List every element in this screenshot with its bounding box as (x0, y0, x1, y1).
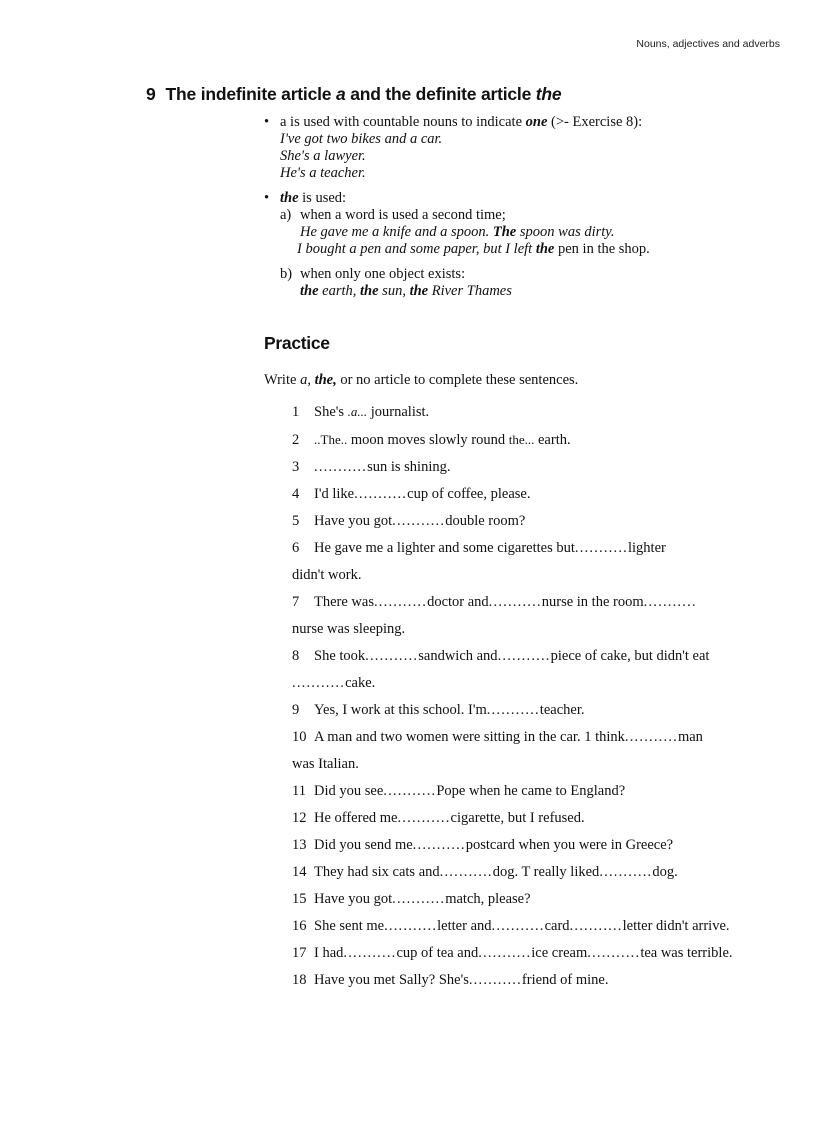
exercise-item (292, 535, 782, 562)
exercise-list (292, 398, 782, 994)
rule-definite (264, 190, 764, 300)
instruction-part: Write (264, 372, 301, 388)
example-keyword: the (360, 283, 379, 299)
running-header: Nouns, adjectives and adverbs (636, 38, 780, 50)
answer-blank[interactable]: ........... (574, 540, 628, 556)
exercise-number: 14 (292, 864, 307, 880)
answer-blank[interactable]: ........... (392, 891, 446, 907)
sentence-text: nurse in the room (541, 594, 644, 610)
exercise-item (292, 913, 782, 940)
rule-keyword: the (280, 190, 299, 206)
section-title (146, 84, 561, 105)
sentence-text: She sent me (314, 918, 385, 934)
sentence-text: Have you met Sally? She's (314, 972, 469, 988)
sentence-text: Yes, I work at this school. I'm (314, 702, 487, 718)
exercise-number: 7 (292, 594, 300, 610)
sentence-text: cigarette, but I refused. (450, 810, 585, 826)
sentence-text: There was (314, 594, 374, 610)
exercise-number: 11 (292, 783, 306, 799)
exercise-number: 2 (292, 432, 300, 448)
sentence-text: A man and two women were sitting in the car. 1 think (314, 729, 625, 745)
section-number: 9 (146, 84, 156, 104)
sentence-text: sun is shining. (367, 459, 451, 475)
sub-text: when only one object exists: (300, 266, 466, 282)
sentence-text: piece of cake, but didn't eat (550, 648, 710, 664)
sentence-text: dog. (652, 864, 678, 880)
exercise-number: 9 (292, 702, 300, 718)
exercise-number: 10 (292, 729, 307, 745)
exercise-item (292, 778, 782, 805)
exercise-item (292, 967, 782, 994)
example-part: pen in the shop. (554, 241, 650, 257)
example-keyword: The (492, 224, 517, 240)
exercise-item (292, 940, 782, 967)
exercise-continuation (292, 751, 782, 778)
sentence-text: journalist. (367, 404, 430, 420)
practice-instruction (264, 372, 578, 389)
answer-blank[interactable]: ........... (491, 918, 545, 934)
answer-blank[interactable]: ........... (497, 648, 551, 664)
example-line: She's a lawyer. (280, 148, 366, 164)
answer-blank[interactable]: ........... (314, 459, 368, 475)
exercise-item (292, 805, 782, 832)
answer-blank[interactable]: ........... (383, 783, 437, 799)
exercise-number: 16 (292, 918, 307, 934)
sentence-text: letter didn't arrive. (622, 918, 730, 934)
sentence-text: card (544, 918, 570, 934)
sentence-text: man (677, 729, 703, 745)
exercise-item (292, 481, 782, 508)
rule-keyword: one (525, 114, 548, 130)
bullet-dot: • (264, 114, 270, 130)
sentence-text: Have you got (314, 513, 393, 529)
sentence-text: postcard when you were in Greece? (465, 837, 674, 853)
answer-blank[interactable]: ........... (478, 945, 532, 961)
example-keyword: the (535, 241, 555, 257)
sentence-text: doctor and (427, 594, 489, 610)
exercise-item (292, 398, 782, 426)
answer-blank[interactable]: ........... (624, 729, 678, 745)
exercise-continuation (292, 562, 782, 589)
rule-intro: is used: (298, 190, 347, 206)
instruction-part: or no article to complete these sentences. (336, 372, 579, 388)
sentence-text: Did you see (314, 783, 384, 799)
sentence-text: I'd like (314, 486, 355, 502)
sentence-text: cup of coffee, please. (407, 486, 531, 502)
sentence-text: didn't work. (292, 567, 362, 583)
practice-heading: Practice (264, 333, 330, 353)
answer-blank[interactable]: ........... (354, 486, 408, 502)
answer-blank[interactable]: ........... (397, 810, 451, 826)
rule-intro: a is used with countable nouns to indicate (280, 114, 526, 130)
rule-text (280, 190, 764, 207)
sentence-text: ice cream (531, 945, 588, 961)
exercise-item (292, 697, 782, 724)
exercise-number: 6 (292, 540, 300, 556)
exercise-item (292, 832, 782, 859)
answer-blank[interactable]: ........... (412, 837, 466, 853)
answer-blank[interactable]: ........... (643, 594, 697, 610)
exercise-number: 8 (292, 648, 300, 664)
exercise-number: 5 (292, 513, 300, 529)
answer-blank[interactable]: ........... (599, 864, 653, 880)
answer-blank[interactable]: ........... (486, 702, 540, 718)
sentence-text: She's (314, 404, 348, 420)
sentence-text: lighter (627, 540, 666, 556)
filled-answer: ..The.. (314, 432, 348, 447)
rule-text (280, 114, 764, 131)
example-part: He gave me a knife and a spoon. (300, 224, 493, 240)
example-part: sun, (378, 283, 410, 299)
instruction-keyword: the, (314, 372, 337, 388)
title-article-the: the (535, 84, 562, 104)
answer-blank[interactable]: ........... (468, 972, 522, 988)
exercise-item (292, 589, 782, 616)
exercise-continuation (292, 616, 782, 643)
answer-blank[interactable]: ........... (439, 864, 493, 880)
sentence-text: They had six cats and (314, 864, 440, 880)
sub-text: when a word is used a second time; (300, 207, 506, 223)
exercise-number: 13 (292, 837, 307, 853)
sentence-text: Pope when he came to England? (436, 783, 626, 799)
example-keyword: the (300, 283, 319, 299)
exercise-number: 3 (292, 459, 300, 475)
title-part: The indefinite article (165, 84, 336, 104)
bullet-dot: • (264, 190, 270, 206)
exercise-item (292, 508, 782, 535)
sentence-text: earth. (534, 432, 571, 448)
exercise-item (292, 454, 782, 481)
instruction-keyword: a, (300, 372, 311, 388)
sentence-text: nurse was sleeping. (292, 621, 406, 637)
sentence-text: He offered me (314, 810, 398, 826)
exercise-item (292, 859, 782, 886)
rule-ref: (>- Exercise 8): (547, 114, 643, 130)
sentence-text: friend of mine. (521, 972, 609, 988)
answer-blank[interactable]: ........... (569, 918, 623, 934)
example-part: earth, (318, 283, 361, 299)
example-part: spoon was dirty. (516, 224, 615, 240)
answer-blank[interactable]: ........... (392, 513, 446, 529)
exercise-number: 1 (292, 404, 300, 420)
exercise-number: 12 (292, 810, 307, 826)
rule-sub-b (280, 266, 764, 300)
sentence-text: He gave me a lighter and some cigarettes but (314, 540, 575, 556)
exercise-item (292, 724, 782, 751)
exercise-item (292, 643, 782, 670)
example-keyword: the (409, 283, 429, 299)
answer-blank[interactable]: ........... (365, 648, 419, 664)
example-line (280, 241, 764, 258)
sentence-text: Did you send me (314, 837, 413, 853)
rule-indefinite (264, 114, 764, 182)
sentence-text: I had (314, 945, 344, 961)
answer-blank[interactable]: ........... (488, 594, 542, 610)
filled-answer: .a... (347, 404, 368, 419)
exercise-item (292, 886, 782, 913)
exercise-item (292, 426, 782, 454)
example-part: River Thames (428, 283, 512, 299)
sub-label: a) (280, 207, 292, 223)
example-line: He's a teacher. (280, 165, 366, 181)
answer-blank[interactable]: ........... (373, 594, 428, 610)
exercise-number: 17 (292, 945, 307, 961)
sentence-text: moon moves slowly round (347, 432, 509, 448)
sentence-text: letter and (437, 918, 492, 934)
title-article-a: a (335, 84, 346, 104)
answer-blank[interactable]: ........... (343, 945, 397, 961)
sentence-text: Have you got (314, 891, 393, 907)
exercise-number: 4 (292, 486, 300, 502)
sentence-text: tea was terrible. (640, 945, 733, 961)
exercise-number: 15 (292, 891, 307, 907)
sentence-text: dog. T really liked (492, 864, 600, 880)
rule-sub-a (280, 207, 764, 258)
exercise-number: 18 (292, 972, 307, 988)
sentence-text: sandwich and (418, 648, 498, 664)
answer-blank[interactable]: ........... (384, 918, 438, 934)
answer-blank[interactable]: ........... (587, 945, 641, 961)
title-part: and the definite article (345, 84, 536, 104)
sentence-text: was Italian. (292, 756, 359, 772)
exercise-continuation (292, 670, 782, 697)
sentence-text: cake. (345, 675, 376, 691)
sentence-text: match, please? (445, 891, 531, 907)
grammar-rules (264, 114, 764, 308)
sentence-text: teacher. (539, 702, 585, 718)
sub-label: b) (280, 266, 293, 282)
example-line (280, 283, 764, 300)
example-line: I've got two bikes and a car. (280, 131, 443, 147)
sentence-text: She took (314, 648, 366, 664)
sentence-text: cup of tea and (396, 945, 479, 961)
example-part: I bought a pen and some paper, but I left (297, 241, 536, 257)
answer-blank[interactable]: ........... (292, 675, 346, 691)
example-line (280, 224, 764, 241)
filled-answer: the... (508, 432, 535, 447)
sentence-text: double room? (445, 513, 526, 529)
